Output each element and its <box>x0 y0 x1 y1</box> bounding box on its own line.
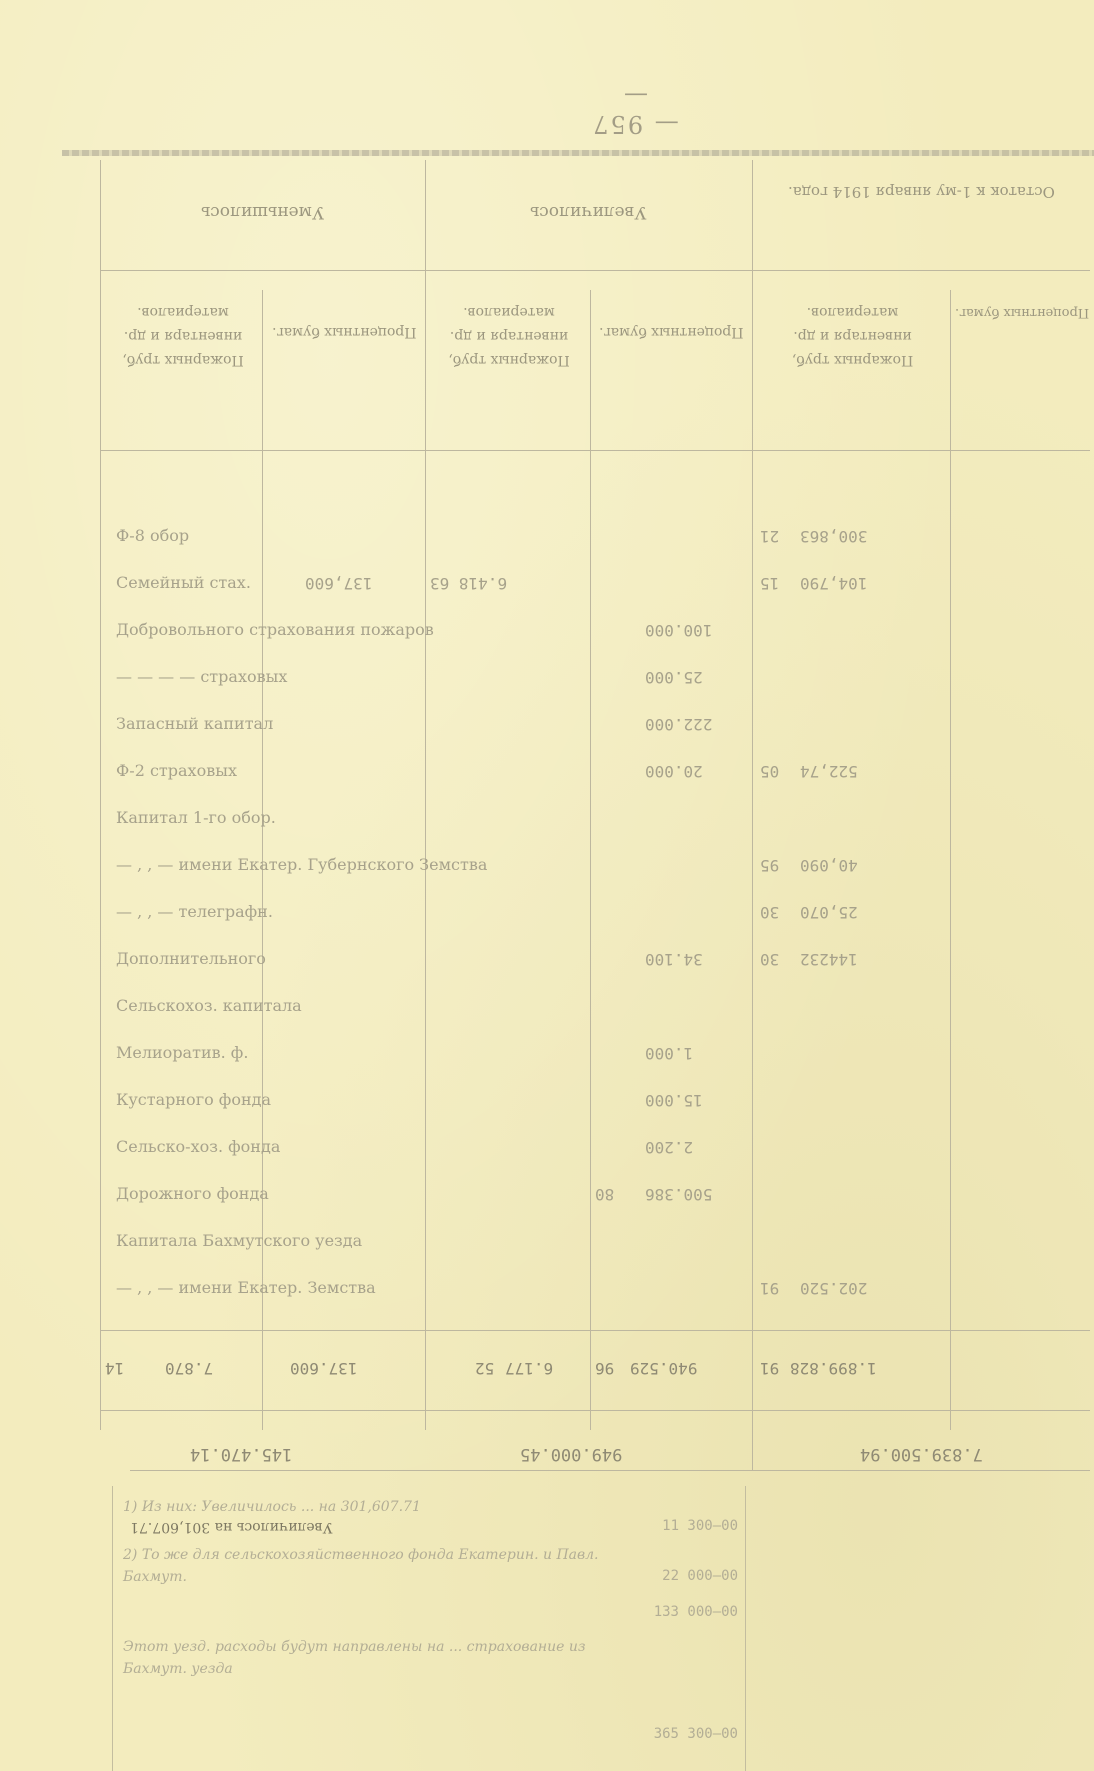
table-row <box>100 609 1090 651</box>
row-value: 15.000 <box>645 1091 703 1110</box>
row-value: 137,600 <box>305 574 373 593</box>
table-row <box>100 1032 1090 1074</box>
footnote-dark-note: Увеличилось на 301,607.71 <box>130 1519 333 1535</box>
row-value: 20.000 <box>645 762 703 781</box>
row-label: — — — — страховых <box>116 667 288 686</box>
footnote-1: 1) Из них: Увеличилось ... на 301,607.71 <box>123 1499 421 1515</box>
row-value: 40,090 <box>800 856 858 875</box>
header-fire-pipes: Пожарных труб, инвентаря и др. материалов. <box>122 304 244 368</box>
sum-balance: 7.839.500.94 <box>860 1444 983 1464</box>
table-row <box>100 515 1090 557</box>
total-value: 91 <box>760 1359 780 1378</box>
table-row <box>100 1267 1090 1309</box>
row-label: Дополнительного <box>116 949 266 968</box>
row-value: 91 <box>760 1279 780 1298</box>
table-row <box>100 891 1090 933</box>
header-fire-pipes-3: Пожарных труб, инвентаря и др. материалов. <box>791 304 914 368</box>
header-fire-pipes-2: Пожарных труб, инвентаря и др. материалов. <box>448 304 570 368</box>
row-value: 25,070 <box>800 903 858 922</box>
header-increased: Увеличилось <box>530 202 647 222</box>
row-value: 104,790 <box>800 574 868 593</box>
row-label: — , , — телеграфн. <box>116 902 273 921</box>
row-value: 2.200 <box>645 1138 694 1157</box>
row-value: 300,863 <box>800 527 868 546</box>
table-row <box>100 1220 1090 1262</box>
table-line <box>100 1410 1090 1411</box>
header-interest-paper-2: Процентных бумаг. <box>598 324 744 340</box>
table-row <box>100 703 1090 745</box>
footnote-2: 2) То же для сельскохозяйственного фонда Екатерин. и Павл. Бахмут. <box>123 1547 599 1585</box>
row-label: Дорожного фонда <box>116 1184 269 1203</box>
row-value: 500.386 <box>645 1185 713 1204</box>
sum-decreased: 145.470.14 <box>190 1444 293 1464</box>
footnote-3-value: 133 000—00 <box>653 1604 738 1620</box>
table-row <box>100 938 1090 980</box>
row-value: 25.000 <box>645 668 703 687</box>
footnote-2-value: 22 000—00 <box>662 1568 738 1584</box>
row-label: Сельско-хоз. фонда <box>116 1137 281 1156</box>
row-label: — , , — имени Екатер. Земства <box>116 1278 376 1297</box>
row-label: Запасный капитал <box>116 714 274 733</box>
row-value: 6.418 63 <box>430 574 508 593</box>
header-interest-paper: Процентных бумаг. <box>271 324 417 340</box>
row-value: 80 <box>595 1185 615 1204</box>
row-label: — , , — имени Екатер. Губернского Земства <box>116 855 488 874</box>
footnote-4: Этот уезд. расходы будут направлены на ... страхование из Бахмут. уезда <box>123 1639 586 1677</box>
table-line <box>100 450 1090 451</box>
row-value: 30 <box>760 950 780 969</box>
row-value: 222.000 <box>645 715 713 734</box>
total-value: 52 <box>475 1359 495 1378</box>
row-value: 522,74 <box>800 762 858 781</box>
total-value: 1.899.828 <box>790 1359 877 1378</box>
row-label: Добровольного страхования пожаров <box>116 620 434 639</box>
row-label: Кустарного фонда <box>116 1090 271 1109</box>
table-row <box>100 656 1090 698</box>
header-decreased: Уменьшилось <box>200 202 325 222</box>
row-label: Капитала Бахмутского уезда <box>116 1231 363 1250</box>
total-value: 6.177 <box>505 1359 554 1378</box>
row-label: Капитал 1-го обор. <box>116 808 276 827</box>
table-line <box>130 1470 1090 1471</box>
total-value: 137.600 <box>290 1359 358 1378</box>
row-label: Семейный стах. <box>116 573 251 592</box>
row-value: 144232 <box>800 950 858 969</box>
table-row <box>100 797 1090 839</box>
total-value: 14 <box>105 1359 125 1378</box>
footnote-4-value: 365 300—00 <box>653 1726 738 1742</box>
table-row <box>100 750 1090 792</box>
row-value: 21 <box>760 527 780 546</box>
row-value: 95 <box>760 856 780 875</box>
page-number: — 957 — <box>591 82 679 138</box>
total-value: 96 <box>595 1359 615 1378</box>
row-value: 15 <box>760 574 780 593</box>
row-value: 202.520 <box>800 1279 868 1298</box>
table-line <box>100 270 1090 271</box>
total-value: 940.529 <box>630 1359 698 1378</box>
row-label: Ф-2 страховых <box>116 761 237 780</box>
header-balance: Остаток к 1-му января 1914 года. <box>787 183 1055 201</box>
table-line <box>100 1330 1090 1331</box>
table-row <box>100 1173 1090 1215</box>
row-value: 05 <box>760 762 780 781</box>
footnote-1-value: 11 300—00 <box>662 1518 738 1534</box>
row-value: 34.100 <box>645 950 703 969</box>
top-rule <box>62 150 1094 156</box>
row-label: Ф-8 обор <box>116 526 190 545</box>
table-row <box>100 562 1090 604</box>
row-value: 100.000 <box>645 621 713 640</box>
total-value: 7.870 <box>165 1359 214 1378</box>
table-row <box>100 1079 1090 1121</box>
totals-row <box>100 1346 1090 1390</box>
row-label: Сельскохоз. капитала <box>116 996 302 1015</box>
header-interest-paper-3: Процентных бумаг. <box>955 305 1090 320</box>
table-row <box>100 985 1090 1027</box>
row-value: 1.000 <box>645 1044 694 1063</box>
table-row <box>100 844 1090 886</box>
row-value: 30 <box>760 903 780 922</box>
sum-increased: 949.000.45 <box>520 1444 623 1464</box>
row-label: Мелиоратив. ф. <box>116 1043 249 1062</box>
table-row <box>100 1126 1090 1168</box>
